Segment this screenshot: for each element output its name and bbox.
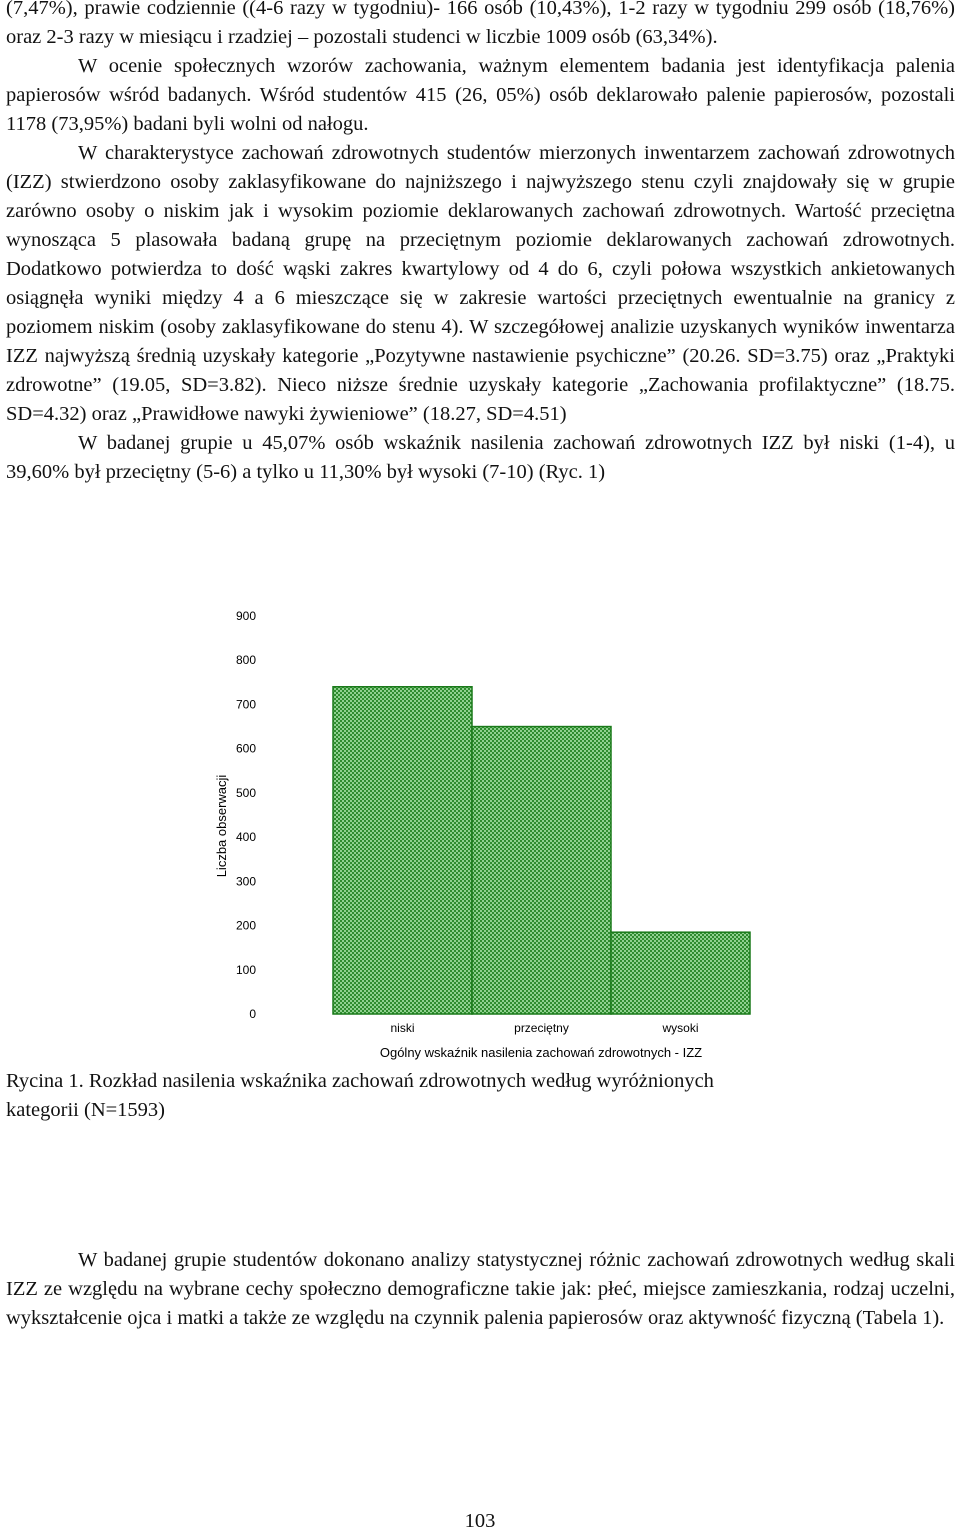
y-tick-label: 600 <box>235 741 256 756</box>
body-text-top <box>6 0 955 487</box>
y-tick-label: 900 <box>235 609 256 623</box>
figure-caption <box>6 1067 955 1125</box>
body-text-bottom <box>6 1246 955 1333</box>
paragraph: W ocenie społecznych wzorów zachowania, ważnym elementem badania jest identyfikacja palenia papierosów wśród badanych. Wśród studentów 415 (26, 05%) osób deklarowało palenie papierosów, pozostali 1178 (73,95%) badani byli wolni od nałogu. <box>6 55 955 135</box>
page-number: 103 <box>464 1510 496 1532</box>
y-tick-label: 700 <box>235 697 256 712</box>
y-tick-label: 800 <box>235 653 256 668</box>
x-axis-title: Ogólny wskaźnik nasilenia zachowań zdrowotnych - IZZ <box>379 1045 703 1060</box>
x-tick-label: przeciętny <box>514 1021 569 1035</box>
chart-svg <box>200 596 760 1066</box>
y-tick-label: 300 <box>235 874 256 889</box>
bar <box>472 727 611 1014</box>
caption-line: kategorii (N=1593) <box>6 1099 166 1121</box>
x-tick-label: niski <box>390 1021 415 1035</box>
bar <box>611 932 750 1014</box>
paragraph: (7,47%), prawie codziennie ((4-6 razy w tygodniu)- 166 osób (10,43%), 1-2 razy w tygodniu 299 osób (18,76%) oraz 2-3 razy w miesiącu i rzadziej – pozostali studenci w liczbie 1009 osób (63,34%). <box>6 0 955 48</box>
y-tick-label: 500 <box>235 785 256 800</box>
paragraph: W badanej grupie u 45,07% osób wskaźnik nasilenia zachowań zdrowotnych IZZ był niski (1-4), u 39,60% był przeciętny (5-6) a tylko u 11,30% był wysoki (7-10) (Ryc. 1) <box>6 432 955 483</box>
caption-line: Rycina 1. Rozkład nasilenia wskaźnika zachowań zdrowotnych według wyróżnionych <box>6 1070 714 1092</box>
y-tick-label: 100 <box>235 962 256 977</box>
y-axis-title: Liczba obserwacji <box>214 774 229 878</box>
paragraph: W badanej grupie studentów dokonano analizy statystycznej różnic zachowań zdrowotnych według skali IZZ ze względu na wybrane cechy społeczno demograficzne takie jak: płeć, miejsce zamieszkania, rodzaj uczelni, wykształcenie ojca i matki a także ze względu na czynnik palenia papierosów oraz aktywność fizyczną (Tabela 1). <box>6 1249 955 1329</box>
bar <box>333 687 472 1014</box>
y-tick-label: 200 <box>235 918 256 933</box>
y-tick-label: 0 <box>249 1007 256 1021</box>
y-tick-label: 400 <box>235 830 256 845</box>
histogram-chart <box>200 596 760 1066</box>
paragraph: W charakterystyce zachowań zdrowotnych studentów mierzonych inwentarzem zachowań zdrowotnych (IZZ) stwierdzono osoby zaklasyfikowane do najniższego i najwyższego stenu czyli znajdowały się w grupie zarówno osoby o niskim jak i wysokim poziomie deklarowanych zachowań zdrowotnych. Wartość przeciętna wynosząca 5 plasowała badaną grupę na przeciętnym poziomie deklarowanych zachowań zdrowotnych. Dodatkowo potwierdza to dość wąski zakres kwartylowy od 4 do 6, czyli połowa wszystkich ankietowanych osiągnęła wyniki między 4 a 6 mieszczące się w zakresie wartości przeciętnych ewentualnie na granicy z poziomem niskim (osoby zaklasyfikowane do stenu 4). W szczegółowej analizie uzyskanych wyników inwentarza IZZ najwyższą średnią uzyskały kategorie „Pozytywne nastawienie psychiczne” (20.26. SD=3.75) oraz „Praktyki zdrowotne” (19.05, SD=3.82). Nieco niższe średnie uzyskały kategorie „Zachowania profilaktyczne” (18.75. SD=4.32) oraz „Prawidłowe nawyki żywieniowe” (18.27, SD=4.51) <box>6 142 955 425</box>
x-tick-label: wysoki <box>662 1021 699 1035</box>
